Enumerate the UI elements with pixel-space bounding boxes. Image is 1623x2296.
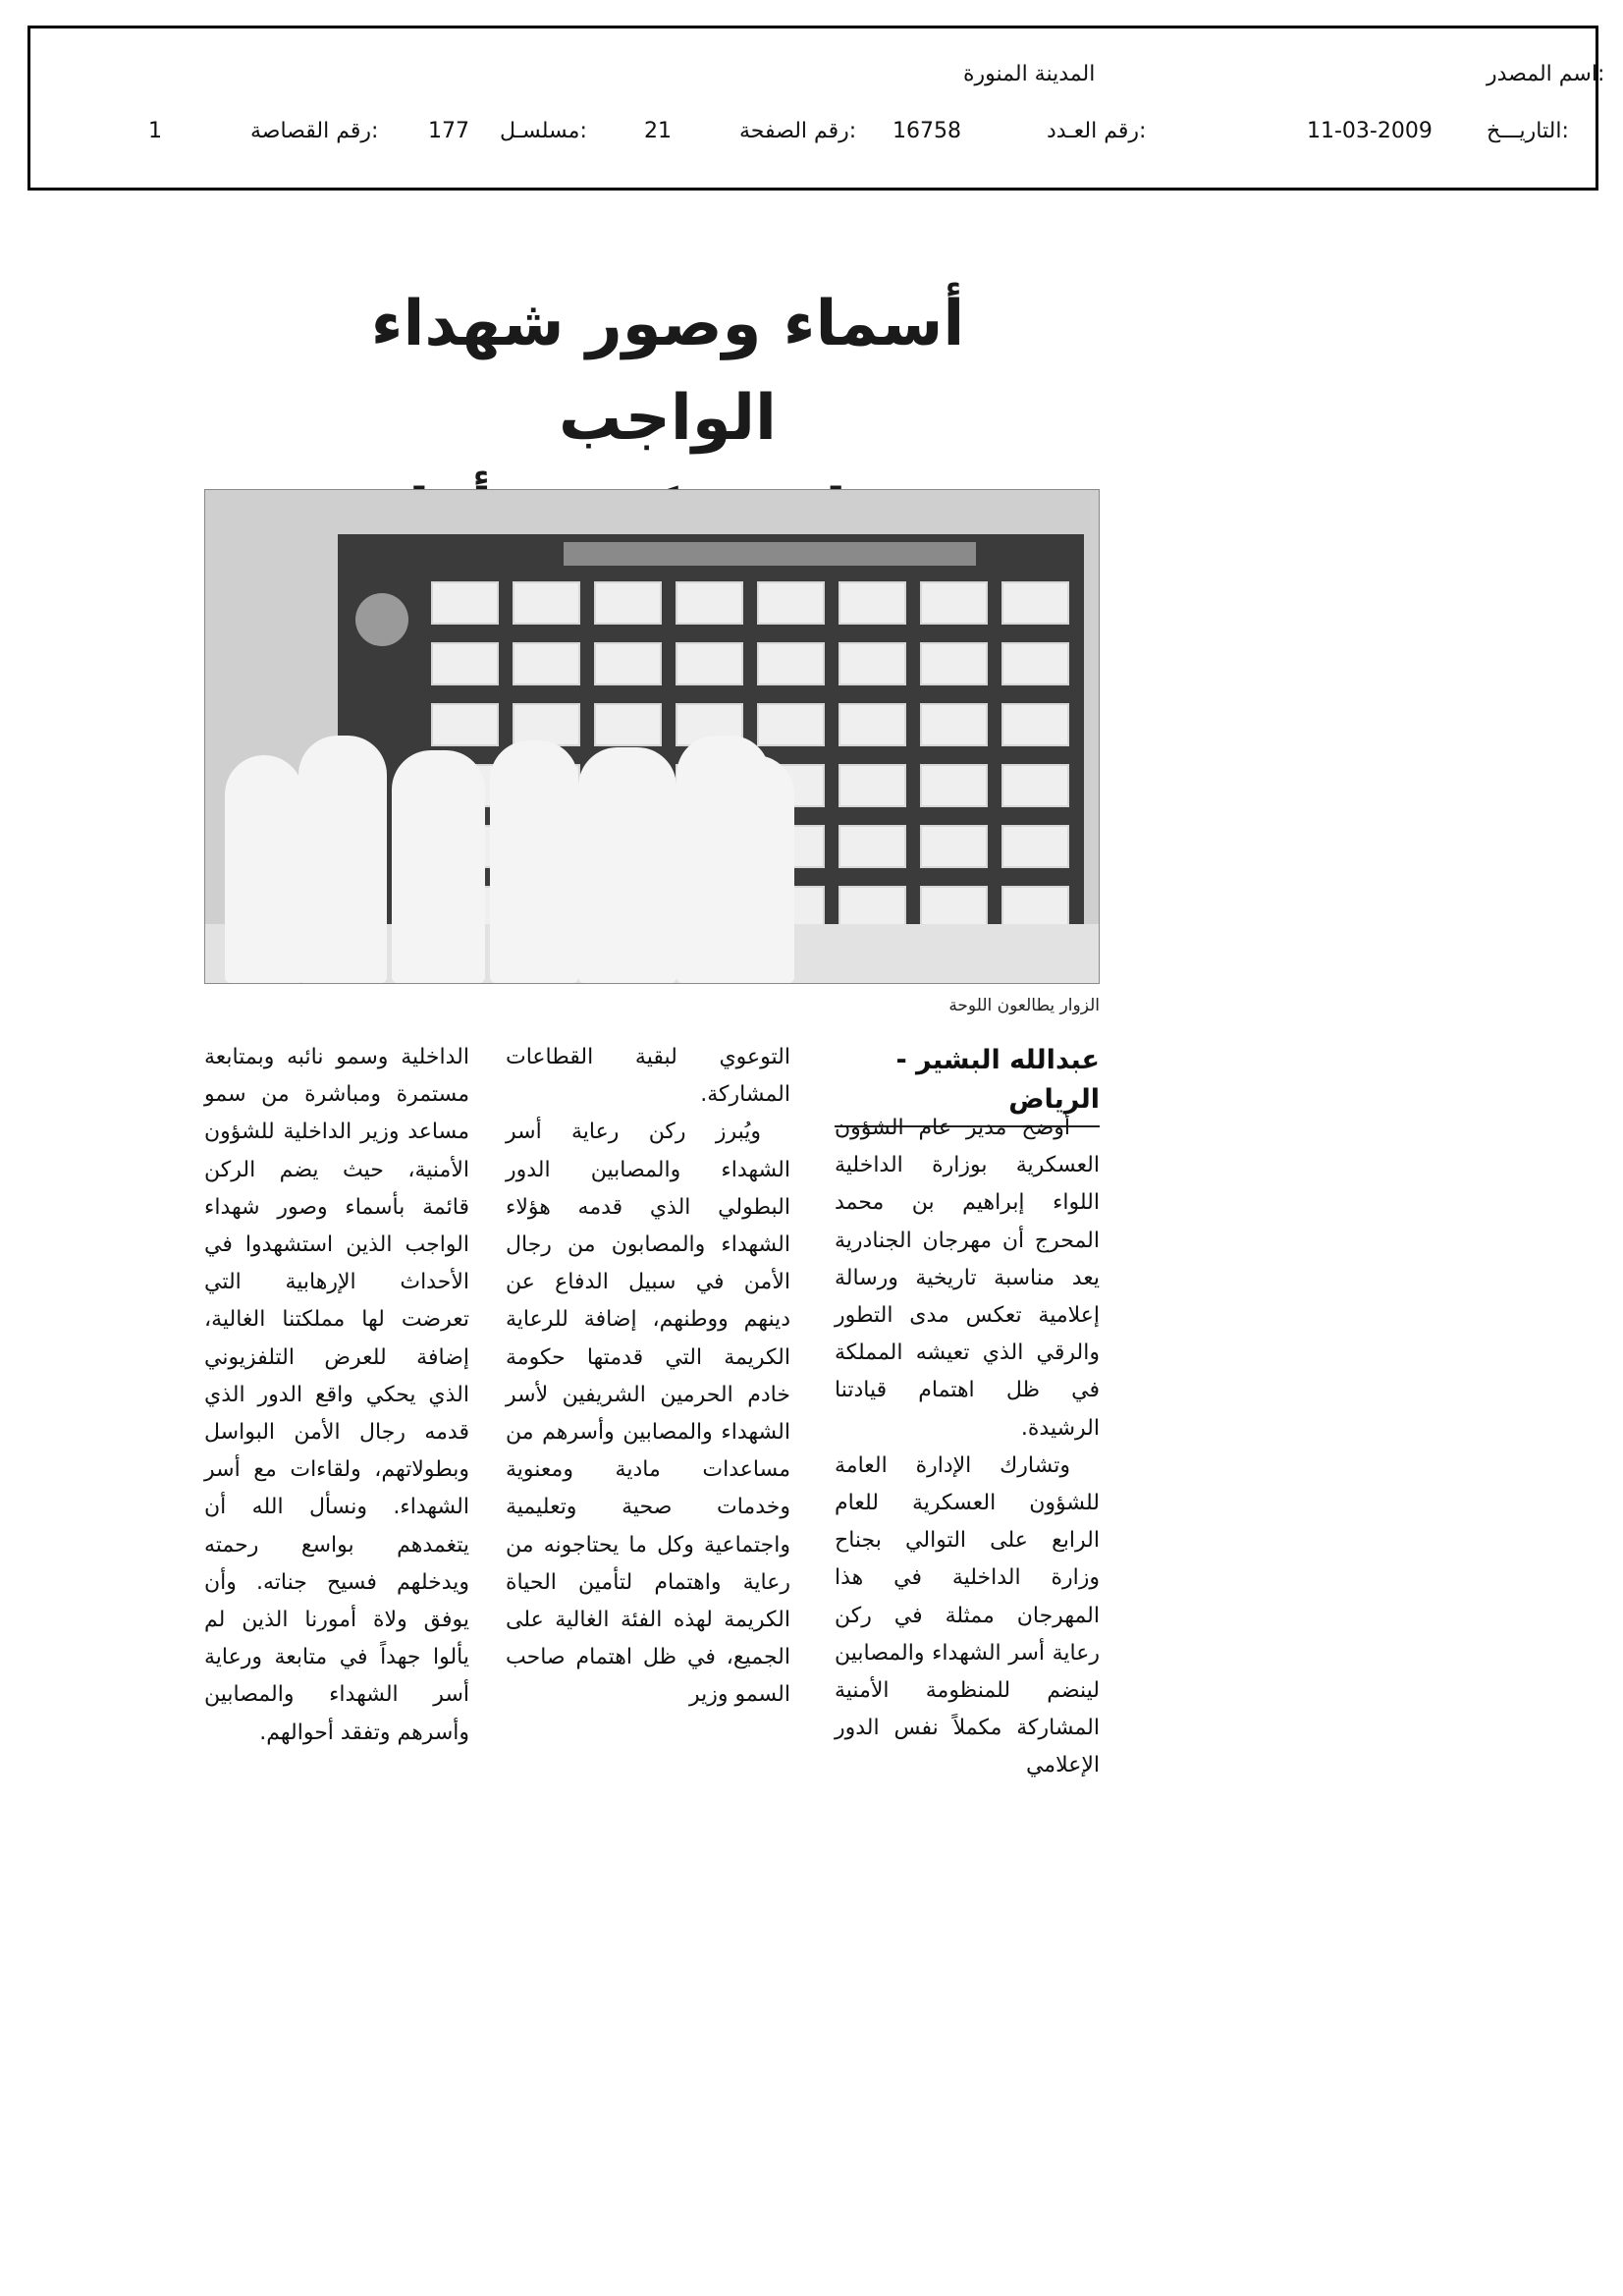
visitor-figure — [578, 747, 676, 983]
article-column-left — [204, 1039, 469, 1752]
paragraph: وتشارك الإدارة العامة للشؤون العسكرية للعام الرابع على التوالي بجناح وزارة الداخلية في هذا المهرجان ممثلة في ركن رعاية أسر الشهداء والمصابين لينضم للمنظومة الأمنية المشاركة مكملاً نفس الدور الإعلامي — [835, 1452, 1100, 1778]
date-value: 11-03-2009 — [1307, 119, 1433, 143]
page-label: رقم الصفحة: — [739, 119, 857, 143]
issue-value: 16758 — [893, 119, 961, 143]
source-label: اسم المصدر: — [1487, 62, 1605, 86]
visitor-figure — [225, 755, 303, 983]
clipping-value: 1 — [148, 119, 162, 143]
document-header — [27, 26, 1605, 191]
issue-label: رقم العـدد: — [1047, 119, 1147, 143]
date-label: التاريـــخ: — [1487, 119, 1569, 143]
visitor-figure — [392, 750, 485, 983]
serial-label: مسلسـل: — [500, 119, 587, 143]
article-column-middle — [506, 1039, 790, 1715]
visitor-figure — [490, 740, 578, 983]
visitor-figure — [298, 736, 387, 983]
visitor-figure — [716, 755, 794, 983]
emblem-seal — [355, 593, 408, 646]
paragraph: التوعوي لبقية القطاعات المشاركة. — [506, 1045, 790, 1108]
headline-line-1: أسماء وصور شهداء الواجب — [370, 288, 965, 455]
photo-caption: الزوار يطالعون اللوحة — [948, 996, 1100, 1015]
source-value: المدينة المنورة — [963, 62, 1096, 86]
article-column-right — [835, 1110, 1100, 1785]
byline: عبدالله البشير - الرياض — [835, 1041, 1100, 1127]
paragraph: أوضح مدير عام الشؤون العسكرية بوزارة الداخلية اللواء إبراهيم بن محمد المحرج أن مهرجان الجنادرية يعد مناسبة تاريخية ورسالة إعلامية تعكس مدى التطور والرقي الذي تعيشه المملكة في ظل اهتمام قيادتنا الرشيدة. — [835, 1116, 1100, 1441]
paragraph: ويُبرز ركن رعاية أسر الشهداء والمصابين الدور البطولي الذي قدمه هؤلاء الشهداء والمصابون من رجال الأمن في سبيل الدفاع عن دينهم ووطنهم، إضافة للرعاية الكريمة التي قدمتها حكومة خادم الحرمين الشريفين لأسر الشهداء والمصابين وأسرهم من مساعدات مادية ومعنوية وخدمات صحية وتعليمية واجتماعية وكل ما يحتاجونه من رعاية واهتمام لتأمين الحياة الكريمة لهذه الفئة الغالية على الجميع، في ظل اهتمام صاحب السمو وزير — [506, 1120, 790, 1708]
paragraph: الداخلية وسمو نائبه وبمتابعة مستمرة ومباشرة من سمو مساعد وزير الداخلية للشؤون الأمنية، حيث يضم الركن قائمة بأسماء وصور شهداء الواجب الذين استشهدوا في الأحداث الإرهابية التي تعرضت لها مملكتنا الغالية، إضافة للعرض التلفزيوني الذي يحكي واقع الدور الذي قدمه رجال الأمن البواسل وبطولاتهم، ولقاءات مع أسر الشهداء. ونسأل الله أن يتغمدهم بواسع رحمته ويدخلهم فسيح جناته. وأن يوفق ولاة أمورنا الذين لم يألوا جهداً في متابعة ورعاية أسر الشهداء والمصابين وأسرهم وتفقد أحوالهم. — [204, 1045, 469, 1745]
serial-value: 177 — [428, 119, 469, 143]
page-value: 21 — [644, 119, 672, 143]
clipping-label: رقم القصاصة: — [250, 119, 379, 143]
article-photo — [204, 489, 1100, 984]
